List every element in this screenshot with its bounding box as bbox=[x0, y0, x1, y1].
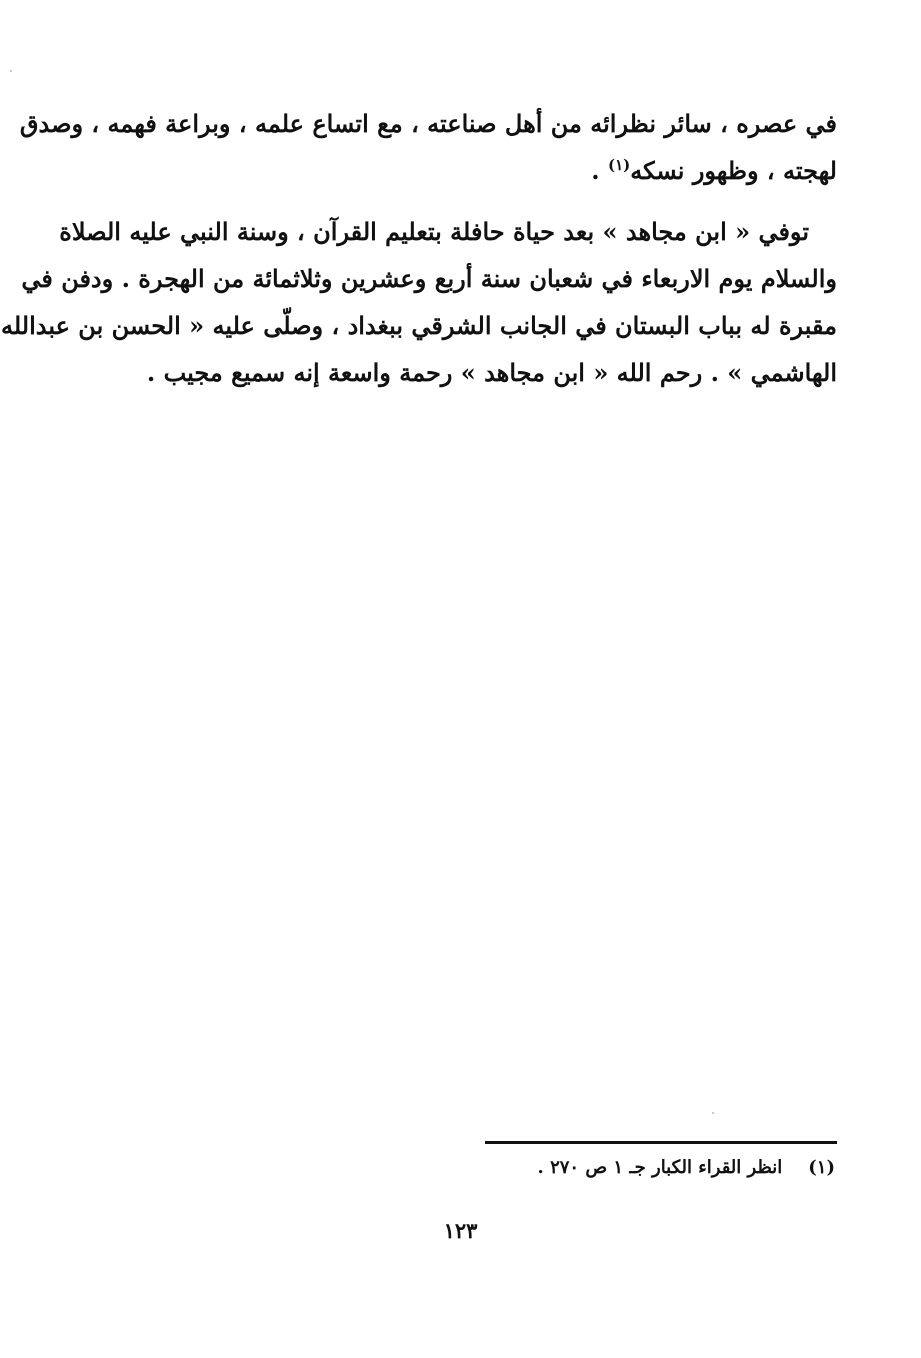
scan-speck bbox=[712, 1112, 714, 1114]
footnote-separator bbox=[485, 1141, 837, 1144]
paragraph-line: الهاشمي » . رحم الله « ابن مجاهد » رحمة واسعة إنه سميع مجيب . bbox=[146, 358, 837, 387]
paragraph-continuation bbox=[19, 100, 837, 194]
paragraph-line bbox=[147, 147, 837, 194]
footnote-text: انظر القراء الكبار جـ ١ ص ٢٧٠ . bbox=[537, 1157, 783, 1178]
footnote bbox=[538, 1150, 835, 1186]
paragraph-line-end: . bbox=[591, 156, 608, 185]
page-number: ١٢٣ bbox=[443, 1218, 478, 1243]
paragraph-death bbox=[0, 208, 837, 396]
footnote-number: (١) bbox=[808, 1157, 835, 1178]
paragraph-line-text: لهجته ، وظهور نسكه bbox=[630, 156, 837, 185]
paragraph-line: في عصره ، سائر نظرائه من أهل صناعته ، مع اتساع علمه ، وبراعة فهمه ، وصدق bbox=[19, 109, 837, 138]
paragraph-line: مقبرة له بباب البستان في الجانب الشرقي ببغداد ، وصلّى عليه « الحسن بن عبدالله bbox=[0, 311, 837, 340]
scan-speck bbox=[10, 70, 12, 72]
footnote-reference[interactable]: (١) bbox=[607, 156, 631, 174]
paragraph-line: والسلام يوم الاربعاء في شعبان سنة أربع وعشرين وثلاثمائة من الهجرة . ودفن في bbox=[21, 264, 837, 293]
paragraph-line: توفي « ابن مجاهد » بعد حياة حافلة بتعليم القرآن ، وسنة النبي عليه الصلاة bbox=[59, 217, 809, 246]
